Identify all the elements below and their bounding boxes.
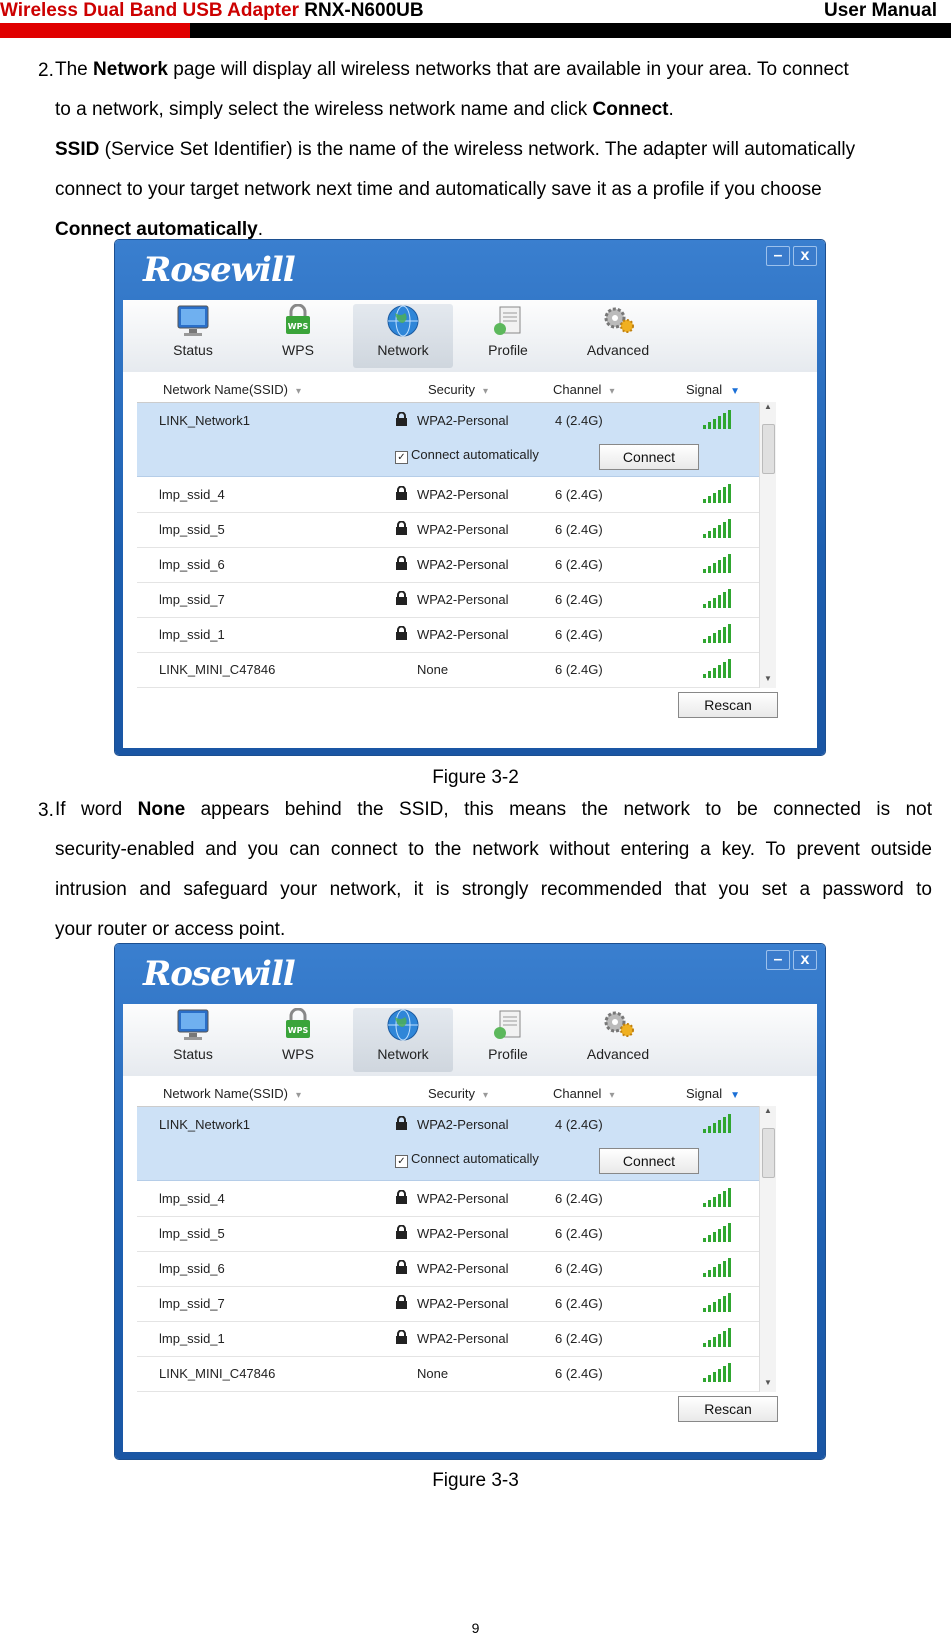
toolbar bbox=[123, 300, 817, 372]
svg-text:WPS: WPS bbox=[287, 1026, 309, 1035]
wps-icon bbox=[279, 1008, 317, 1042]
globe-icon bbox=[384, 1008, 422, 1042]
app-window-figure-3-2 bbox=[115, 240, 825, 755]
tab-status[interactable]: Status bbox=[143, 1008, 243, 1072]
network-ssid: lmp_ssid_6 bbox=[159, 557, 225, 572]
lock-icon bbox=[395, 1116, 408, 1130]
network-ssid: lmp_ssid_1 bbox=[159, 1331, 225, 1346]
signal-icon bbox=[703, 483, 731, 503]
network-security: WPA2-Personal bbox=[417, 487, 509, 502]
lock-icon bbox=[395, 1225, 408, 1239]
network-row[interactable] bbox=[137, 1251, 759, 1287]
page-number: 9 bbox=[471, 1620, 480, 1636]
tab-wps[interactable]: WPS WPS bbox=[248, 1008, 348, 1072]
lock-icon bbox=[395, 1295, 408, 1309]
step3-text: If word None appears behind the SSID, this means the network to be connected is not security-enabled and you can connect to the network without entering a key. To prevent outside intrusion and safeguard your network, it is strongly recommended that you set a password to your router or access point. bbox=[55, 799, 932, 940]
page-header bbox=[0, 0, 951, 40]
network-row[interactable] bbox=[137, 652, 759, 688]
network-row[interactable] bbox=[137, 512, 759, 548]
network-ssid: lmp_ssid_1 bbox=[159, 627, 225, 642]
network-ssid: lmp_ssid_7 bbox=[159, 1296, 225, 1311]
connect-automatically-checkbox[interactable]: ✓ Connect automatically bbox=[395, 447, 539, 464]
scroll-up-icon[interactable]: ▲ bbox=[764, 1106, 772, 1115]
tab-advanced[interactable]: Advanced bbox=[568, 304, 668, 368]
network-ssid: lmp_ssid_6 bbox=[159, 1261, 225, 1276]
header-manual: User Manual bbox=[824, 0, 937, 21]
signal-icon bbox=[703, 658, 731, 678]
column-security[interactable]: Security ▾ bbox=[428, 1086, 488, 1101]
figure-caption-3-3: Figure 3-3 bbox=[432, 1470, 519, 1491]
signal-icon bbox=[703, 623, 731, 643]
network-panel bbox=[123, 1076, 817, 1452]
network-row-selected[interactable]: LINK_Network1 WPA2-Personal 4 (2.4G) ✓ Connect automatically Connect bbox=[137, 1107, 759, 1181]
rosewill-logo: Rosewill bbox=[143, 250, 295, 290]
signal-icon bbox=[703, 1327, 731, 1347]
rescan-button[interactable]: Rescan bbox=[678, 692, 778, 718]
network-channel: 6 (2.4G) bbox=[555, 1226, 603, 1241]
column-channel[interactable]: Channel ▾ bbox=[553, 382, 615, 397]
network-channel: 6 (2.4G) bbox=[555, 522, 603, 537]
lock-icon bbox=[395, 556, 408, 570]
scroll-down-icon[interactable]: ▼ bbox=[764, 1378, 772, 1387]
network-row[interactable] bbox=[137, 1181, 759, 1217]
monitor-icon bbox=[174, 1008, 212, 1042]
scroll-thumb[interactable] bbox=[762, 1128, 775, 1178]
minimize-button[interactable]: – bbox=[766, 950, 790, 970]
lock-icon bbox=[395, 1330, 408, 1344]
list-scrollbar[interactable] bbox=[759, 402, 776, 688]
network-security: WPA2-Personal bbox=[417, 1261, 509, 1276]
network-channel: 6 (2.4G) bbox=[555, 1261, 603, 1276]
signal-icon bbox=[703, 1292, 731, 1312]
network-ssid: lmp_ssid_4 bbox=[159, 487, 225, 502]
signal-icon bbox=[703, 1362, 731, 1382]
network-security: None bbox=[417, 1366, 449, 1381]
monitor-icon bbox=[174, 304, 212, 338]
signal-icon bbox=[703, 1113, 731, 1133]
profile-icon bbox=[489, 1008, 527, 1042]
network-channel: 6 (2.4G) bbox=[555, 487, 603, 502]
network-security: WPA2-Personal bbox=[417, 1226, 509, 1241]
network-list bbox=[137, 1106, 759, 1393]
column-channel[interactable]: Channel ▾ bbox=[553, 1086, 615, 1101]
tab-profile[interactable]: Profile bbox=[458, 1008, 558, 1072]
network-security: None bbox=[417, 662, 449, 677]
lock-icon bbox=[395, 1190, 408, 1204]
tab-wps[interactable]: WPS WPS bbox=[248, 304, 348, 368]
scroll-thumb[interactable] bbox=[762, 424, 775, 474]
signal-icon bbox=[703, 588, 731, 608]
header-bar-red bbox=[0, 23, 190, 38]
network-row[interactable] bbox=[137, 1216, 759, 1252]
tab-advanced[interactable]: Advanced bbox=[568, 1008, 668, 1072]
header-title: Wireless Dual Band USB Adapter RNX-N600UB bbox=[0, 0, 424, 21]
globe-icon bbox=[384, 304, 422, 338]
connect-automatically-checkbox[interactable]: ✓ Connect automatically bbox=[395, 1151, 539, 1168]
network-ssid: lmp_ssid_7 bbox=[159, 592, 225, 607]
network-channel: 6 (2.4G) bbox=[555, 1331, 603, 1346]
column-ssid[interactable]: Network Name(SSID) ▾ bbox=[163, 382, 301, 397]
signal-icon bbox=[703, 1222, 731, 1242]
tab-profile[interactable]: Profile bbox=[458, 304, 558, 368]
column-ssid[interactable]: Network Name(SSID) ▾ bbox=[163, 1086, 301, 1101]
network-security: WPA2-Personal bbox=[417, 1191, 509, 1206]
network-security: WPA2-Personal bbox=[417, 522, 509, 537]
tab-status[interactable]: Status bbox=[143, 304, 243, 368]
scroll-down-icon[interactable]: ▼ bbox=[764, 674, 772, 683]
step2-number: 2. bbox=[38, 60, 54, 81]
network-row[interactable] bbox=[137, 477, 759, 513]
step3-number: 3. bbox=[38, 800, 54, 821]
tab-network[interactable]: Network bbox=[353, 1008, 453, 1072]
signal-icon bbox=[703, 518, 731, 538]
network-channel: 6 (2.4G) bbox=[555, 557, 603, 572]
signal-icon bbox=[703, 1257, 731, 1277]
lock-icon bbox=[395, 626, 408, 640]
gear-icon bbox=[599, 1008, 637, 1042]
column-security[interactable]: Security ▾ bbox=[428, 382, 488, 397]
connect-button[interactable]: Connect bbox=[599, 444, 699, 470]
network-security: WPA2-Personal bbox=[417, 1296, 509, 1311]
network-row[interactable] bbox=[137, 1356, 759, 1392]
scroll-up-icon[interactable]: ▲ bbox=[764, 402, 772, 411]
network-row[interactable] bbox=[137, 1286, 759, 1322]
network-security: WPA2-Personal bbox=[417, 1331, 509, 1346]
gear-icon bbox=[599, 304, 637, 338]
header-bar-black bbox=[190, 23, 951, 38]
rescan-button[interactable]: Rescan bbox=[678, 1396, 778, 1422]
network-ssid: lmp_ssid_4 bbox=[159, 1191, 225, 1206]
column-signal[interactable]: Signal ▼ bbox=[686, 382, 741, 397]
network-channel: 6 (2.4G) bbox=[555, 1191, 603, 1206]
network-ssid: lmp_ssid_5 bbox=[159, 1226, 225, 1241]
network-channel: 6 (2.4G) bbox=[555, 592, 603, 607]
figure-caption-3-2: Figure 3-2 bbox=[432, 767, 519, 788]
signal-icon bbox=[703, 553, 731, 573]
close-button[interactable]: x bbox=[793, 246, 817, 266]
lock-icon bbox=[395, 486, 408, 500]
network-channel: 6 (2.4G) bbox=[555, 1296, 603, 1311]
network-security: WPA2-Personal bbox=[417, 592, 509, 607]
wps-icon bbox=[279, 304, 317, 338]
network-channel: 6 (2.4G) bbox=[555, 662, 603, 677]
network-row[interactable] bbox=[137, 1321, 759, 1357]
profile-icon bbox=[489, 304, 527, 338]
column-signal[interactable]: Signal ▼ bbox=[686, 1086, 741, 1101]
network-row[interactable] bbox=[137, 547, 759, 583]
network-ssid: lmp_ssid_5 bbox=[159, 522, 225, 537]
network-security: WPA2-Personal bbox=[417, 627, 509, 642]
minimize-button[interactable]: – bbox=[766, 246, 790, 266]
network-row[interactable] bbox=[137, 617, 759, 653]
network-ssid: LINK_MINI_C47846 bbox=[159, 1366, 276, 1381]
connect-button[interactable]: Connect bbox=[599, 1148, 699, 1174]
network-security: WPA2-Personal bbox=[417, 557, 509, 572]
lock-icon bbox=[395, 412, 408, 426]
network-ssid: LINK_MINI_C47846 bbox=[159, 662, 276, 677]
network-row-selected[interactable]: LINK_Network1 WPA2-Personal 4 (2.4G) ✓ Connect automatically Connect bbox=[137, 403, 759, 477]
lock-icon bbox=[395, 521, 408, 535]
network-panel bbox=[123, 372, 817, 748]
network-list bbox=[137, 402, 759, 689]
signal-icon bbox=[703, 1187, 731, 1207]
list-scrollbar[interactable] bbox=[759, 1106, 776, 1392]
rosewill-logo: Rosewill bbox=[143, 954, 295, 994]
network-channel: 6 (2.4G) bbox=[555, 1366, 603, 1381]
tab-network[interactable]: Network bbox=[353, 304, 453, 368]
svg-text:WPS: WPS bbox=[287, 322, 309, 331]
network-row[interactable] bbox=[137, 582, 759, 618]
signal-icon bbox=[703, 409, 731, 429]
lock-icon bbox=[395, 591, 408, 605]
network-channel: 6 (2.4G) bbox=[555, 627, 603, 642]
step2-text: The Network page will display all wireless networks that are available in your area. To connect to a network, simply select the wireless network name and click Connect. SSID (Service Set Identifier) is the name of the wireless network. The adapter will automatically connect to your target network next time and automatically save it as a profile if you choose Connect automatically. bbox=[55, 59, 856, 240]
close-button[interactable]: x bbox=[793, 950, 817, 970]
app-window-figure-3-3 bbox=[115, 944, 825, 1459]
lock-icon bbox=[395, 1260, 408, 1274]
toolbar bbox=[123, 1004, 817, 1076]
